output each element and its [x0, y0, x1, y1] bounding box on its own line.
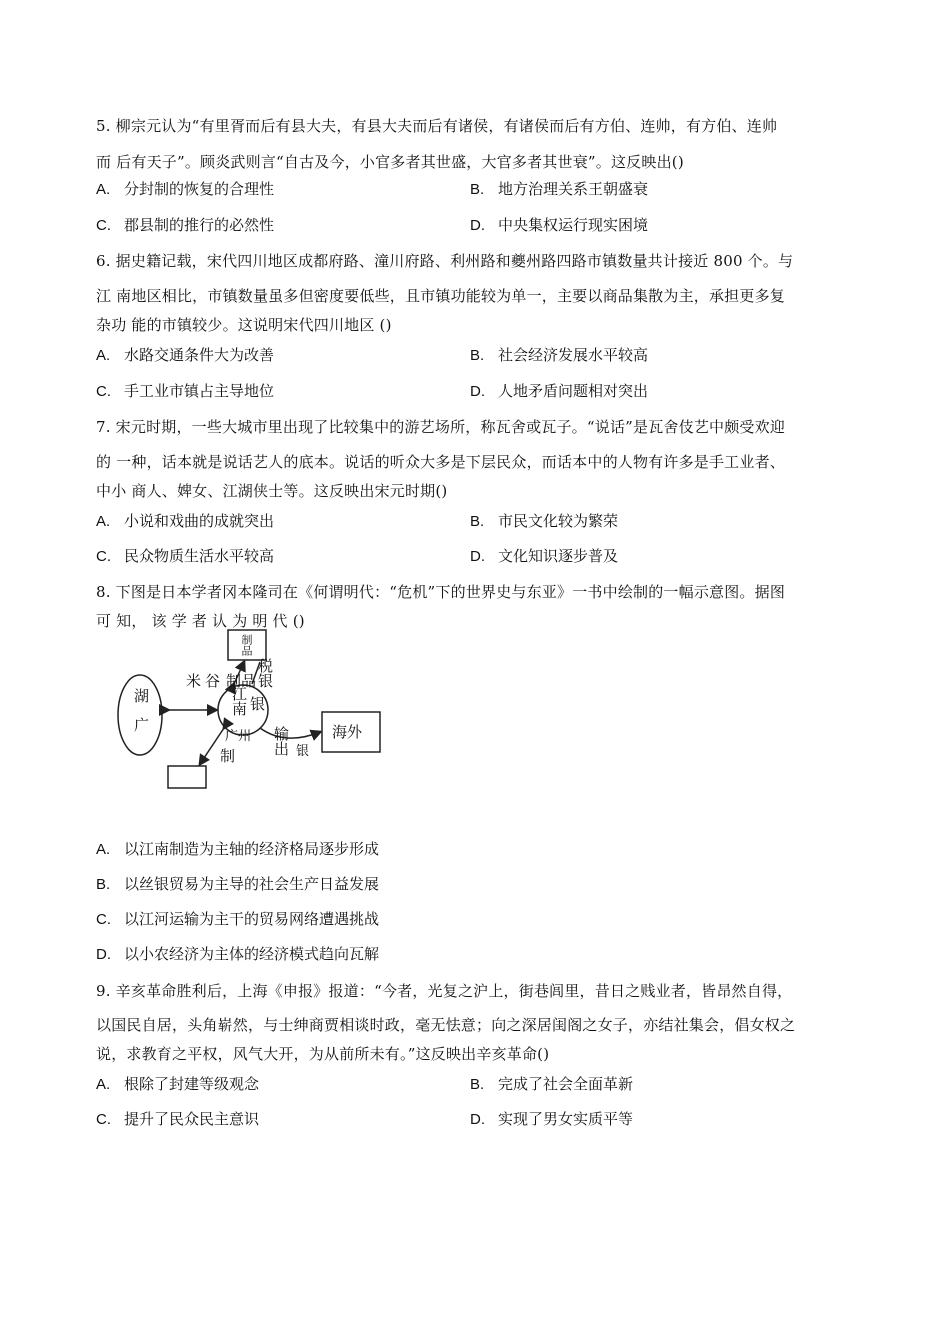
option-text: 手工业市镇占主导地位	[124, 382, 275, 400]
q9-option-d[interactable]	[470, 1108, 633, 1131]
q7-option-b[interactable]	[470, 510, 618, 533]
haiwai-label: 海外	[332, 723, 363, 741]
option-text: 以江南制造为主轴的经济格局逐步形成	[124, 840, 380, 858]
q9-stem-line-3: 说，求教育之平权，风气大开，为从前所未有。”这反映出辛亥革命()	[96, 1045, 550, 1063]
guangzhou-label: 广州	[225, 729, 252, 744]
q9-option-a[interactable]	[96, 1073, 259, 1096]
option-text: 地方治理关系王朝盛衰	[498, 180, 649, 198]
option-text: 水路交通条件大为改善	[124, 346, 275, 364]
option-label: A.	[96, 841, 111, 858]
migu-label: 米谷	[186, 672, 225, 690]
jiangnan-label: 江南	[230, 686, 248, 716]
option-label: C.	[96, 911, 111, 928]
q5-option-d[interactable]	[470, 214, 648, 237]
shuchu-label: 输出	[272, 726, 290, 756]
option-text: 根除了封建等级观念	[124, 1075, 260, 1093]
q7-option-c[interactable]	[96, 545, 274, 568]
q9-stem-line-1: 9. 辛亥革命胜利后，上海《申报》报道：“今者，光复之沪上，街巷闾里，昔日之贱业者，皆昂然自得，	[96, 982, 793, 1000]
q9-option-b[interactable]	[470, 1073, 633, 1096]
q5-stem-line-2: 而 后有天子”。顾炎武则言“自古及今，小官多者其世盛，大官多者其世衰”。这反映出()	[96, 153, 684, 171]
q7-option-d[interactable]	[470, 545, 618, 568]
option-text: 以丝银贸易为主导的社会生产日益发展	[124, 875, 380, 893]
option-label: B.	[470, 181, 485, 198]
q8-option-c[interactable]	[96, 908, 379, 931]
haiwai-arrow	[260, 728, 320, 738]
option-label: C.	[96, 548, 111, 565]
q7-stem-line-2: 的 一种，话本就是说话艺人的底本。说话的听众大多是下层民众，而话本中的人物有许多是手工业者、	[96, 453, 785, 471]
option-text: 中央集权运行现实困境	[498, 216, 649, 234]
option-label: A.	[96, 1076, 111, 1093]
q8-stem-line-2: 可 知， 该 学 者 认 为 明 代 ()	[96, 612, 305, 630]
q7-stem-line-1: 7. 宋元时期，一些大城市里出现了比较集中的游艺场所，称瓦舍或瓦子。“说话”是瓦舍伎艺中颇受欢迎	[96, 418, 786, 436]
option-label: D.	[470, 383, 485, 400]
option-text: 完成了社会全面革新	[498, 1075, 634, 1093]
q6-stem-line-2: 江 南地区相比，市镇数量虽多但密度要低些，且市镇功能较为单一，主要以商品集散为主，承担更多复	[96, 287, 785, 305]
option-text: 文化知识逐步普及	[498, 547, 619, 565]
zhipin-small-label: 制品	[240, 634, 253, 656]
bottom-box	[168, 766, 206, 788]
option-label: D.	[470, 1111, 485, 1128]
shuiyin-label: 税银	[256, 658, 274, 688]
q5-stem-line-1: 5. 柳宗元认为“有里胥而后有县大夫，有县大夫而后有诸侯，有诸侯而后有方伯、连帅，有方伯、连帅	[96, 117, 778, 135]
option-label: D.	[470, 548, 485, 565]
q8-option-d[interactable]	[96, 943, 379, 966]
q6-option-a[interactable]	[96, 344, 274, 367]
option-label: A.	[96, 347, 111, 364]
option-text: 社会经济发展水平较高	[498, 346, 649, 364]
q6-option-c[interactable]	[96, 380, 274, 403]
zhi-label: 制	[220, 747, 236, 765]
q6-stem-line-3: 杂功 能的市镇较少。这说明宋代四川地区 ()	[96, 316, 392, 334]
yin-bottom-label: 银	[296, 744, 310, 759]
option-text: 人地矛盾问题相对突出	[498, 382, 649, 400]
q6-stem-line-1: 6. 据史籍记载，宋代四川地区成都府路、潼川府路、利州路和夔州路四路市镇数量共计接近 800 个。与	[96, 252, 794, 270]
option-label: C.	[96, 217, 111, 234]
option-label: D.	[470, 217, 485, 234]
q7-stem-line-3: 中小 商人、婢女、江湖侠士等。这反映出宋元时期()	[96, 482, 448, 500]
q5-option-a[interactable]	[96, 178, 274, 201]
q8-option-a[interactable]	[96, 838, 379, 861]
option-label: D.	[96, 946, 111, 963]
q8-option-b[interactable]	[96, 873, 379, 896]
q9-stem-line-2: 以国民自居，头角崭然，与士绅商贾相谈时政，毫无怯意；向之深居闺阁之女子，亦结社集会，倡女权之	[96, 1016, 796, 1034]
yin-top-label: 银	[250, 695, 266, 713]
option-text: 实现了男女实质平等	[498, 1110, 634, 1128]
q6-option-d[interactable]	[470, 380, 648, 403]
q6-option-b[interactable]	[470, 344, 648, 367]
option-label: B.	[470, 513, 485, 530]
q5-option-c[interactable]	[96, 214, 274, 237]
option-label: C.	[96, 1111, 111, 1128]
option-label: A.	[96, 181, 111, 198]
option-label: A.	[96, 513, 111, 530]
option-text: 市民文化较为繁荣	[498, 512, 619, 530]
option-label: B.	[96, 876, 111, 893]
option-label: C.	[96, 383, 111, 400]
option-label: B.	[470, 347, 485, 364]
huguang-label: 湖广	[132, 688, 150, 746]
q8-stem-line-1: 8. 下图是日本学者冈本隆司在《何谓明代：“危机”下的世界史与东亚》一书中绘制的一幅示意图。据图	[96, 583, 786, 601]
q9-option-c[interactable]	[96, 1108, 259, 1131]
q7-option-a[interactable]	[96, 510, 274, 533]
option-text: 以小农经济为主体的经济模式趋向瓦解	[124, 945, 380, 963]
option-text: 小说和戏曲的成就突出	[124, 512, 275, 530]
option-text: 分封制的恢复的合理性	[124, 180, 275, 198]
option-label: B.	[470, 1076, 485, 1093]
zhipin-label: 制品	[226, 672, 257, 690]
option-text: 提升了民众民主意识	[124, 1110, 260, 1128]
option-text: 郡县制的推行的必然性	[124, 216, 275, 234]
option-text: 民众物质生活水平较高	[124, 547, 275, 565]
economy-diagram	[110, 628, 390, 798]
q5-option-b[interactable]	[470, 178, 648, 201]
option-text: 以江河运输为主干的贸易网络遭遇挑战	[124, 910, 380, 928]
